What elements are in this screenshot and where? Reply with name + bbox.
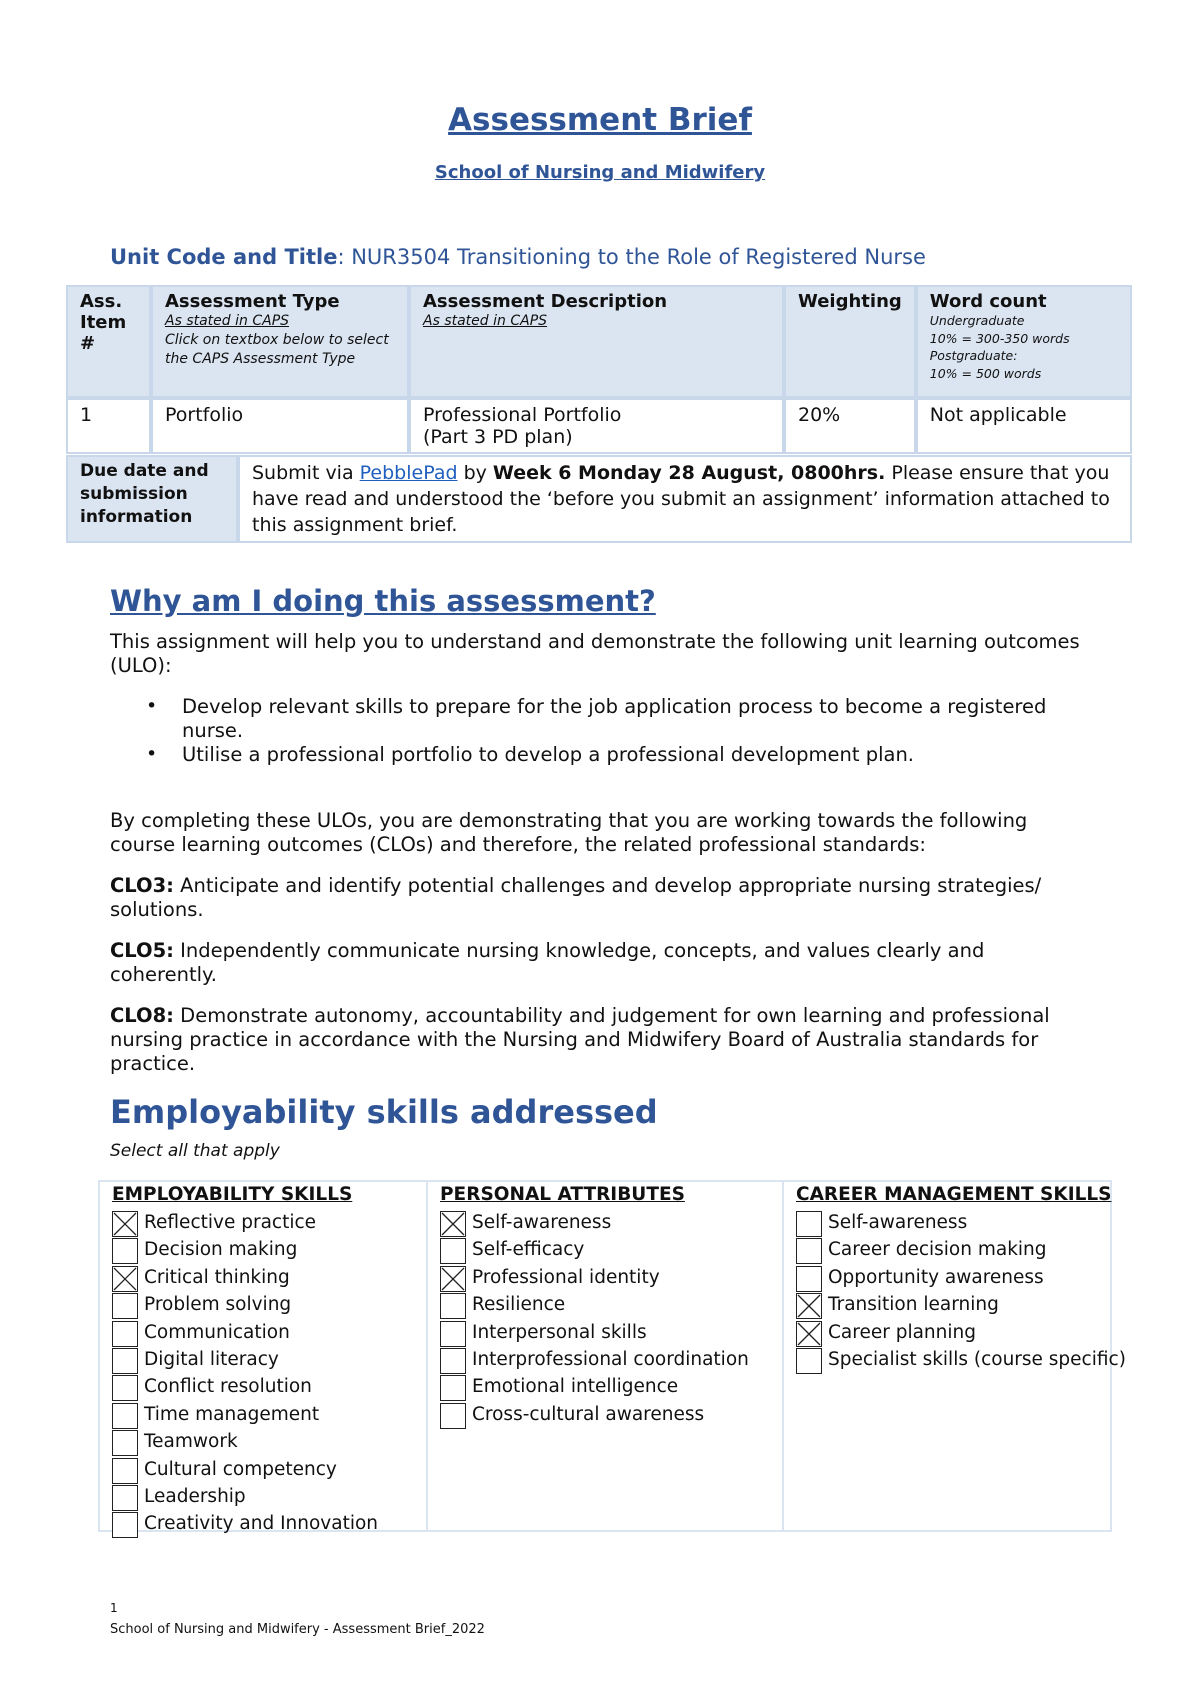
unit-value: : NUR3504 Transitioning to the Role of Registered Nurse [337, 245, 926, 269]
skill-label: Self-awareness [472, 1212, 612, 1233]
cell-word-count: Not applicable [916, 398, 1132, 454]
checkbox[interactable] [440, 1348, 466, 1374]
skill-label: Resilience [472, 1294, 566, 1316]
checkbox[interactable] [796, 1211, 822, 1237]
checked-checkbox[interactable] [796, 1321, 822, 1347]
checkbox[interactable] [112, 1430, 138, 1456]
school-subtitle: School of Nursing and Midwifery [434, 162, 766, 183]
page-number: 1 [110, 1601, 118, 1615]
column-title: PERSONAL ATTRIBUTES [440, 1184, 685, 1205]
assessment-table [66, 285, 1132, 454]
skill-label: Interprofessional coordination [472, 1349, 749, 1370]
skills-column [100, 1182, 426, 1535]
checkbox[interactable] [440, 1375, 466, 1401]
skill-label: Problem solving [144, 1294, 292, 1316]
skill-label: Transition learning [828, 1294, 999, 1316]
skill-label: Interpersonal skills [472, 1321, 647, 1343]
table-row [66, 398, 1132, 454]
skill-label: Critical thinking [144, 1266, 290, 1288]
skill-label: Opportunity awareness [828, 1266, 1044, 1288]
checkbox[interactable] [440, 1321, 466, 1347]
checked-checkbox[interactable] [112, 1211, 138, 1237]
checkbox[interactable] [112, 1458, 138, 1484]
unit-label: Unit Code and Title [110, 245, 338, 269]
bullet-icon: • [146, 695, 158, 717]
header-type: Assessment Type As stated in CAPS Click on textbox below to select the CAPS Assessment Type [151, 285, 409, 398]
skill-label: Self-awareness [828, 1212, 968, 1233]
cell-type[interactable]: Portfolio [151, 398, 409, 454]
checkbox[interactable] [112, 1403, 138, 1429]
skills-table [98, 1180, 1126, 1535]
checkbox[interactable] [112, 1238, 138, 1264]
skill-label: Career planning [828, 1321, 976, 1343]
checkbox[interactable] [112, 1512, 138, 1538]
skill-label: Communication [144, 1321, 290, 1343]
skill-label: Conflict resolution [144, 1376, 312, 1398]
header-description: Assessment Description As stated in CAPS [409, 285, 784, 398]
checkbox[interactable] [440, 1238, 466, 1264]
clo-item: CLO3: Anticipate and identify potential challenges and develop appropriate nursing strategies/ solutions. [110, 874, 1042, 921]
skill-label: Cross-cultural awareness [472, 1403, 705, 1425]
unit-code-title [110, 245, 926, 269]
due-date-info: Submit via PebblePad by Week 6 Monday 28 August, 0800hrs. Please ensure that you have read and understood the ‘before you submit an assignment’ information attached to this assignment brief. [238, 455, 1132, 543]
skill-label: Digital literacy [144, 1349, 279, 1370]
skill-label: Professional identity [472, 1266, 660, 1288]
ulo-bullet: Utilise a professional portfolio to develop a professional development plan. [182, 743, 915, 766]
select-note: Select all that apply [110, 1141, 280, 1161]
header-item: Ass. Item # [66, 285, 151, 398]
checkbox[interactable] [112, 1485, 138, 1511]
cell-weighting: 20% [784, 398, 916, 454]
page-title: Assessment Brief [448, 102, 752, 138]
due-date-label: Due date and submission information [66, 455, 238, 543]
skills-column [782, 1182, 1126, 1530]
skill-label: Reflective practice [144, 1212, 317, 1233]
footer-text: School of Nursing and Midwifery - Assessment Brief_2022 [110, 1622, 485, 1637]
checkbox[interactable] [440, 1293, 466, 1319]
header-weighting: Weighting [784, 285, 916, 398]
checked-checkbox[interactable] [440, 1266, 466, 1292]
checked-checkbox[interactable] [440, 1211, 466, 1237]
cell-description: Professional Portfolio (Part 3 PD plan) [409, 398, 784, 454]
checkbox[interactable] [112, 1348, 138, 1374]
checkbox[interactable] [796, 1348, 822, 1374]
skill-label: Teamwork [144, 1431, 238, 1453]
skill-label: Career decision making [828, 1239, 1047, 1261]
checkbox[interactable] [112, 1375, 138, 1401]
checked-checkbox[interactable] [796, 1293, 822, 1319]
ulo-bullet: Develop relevant skills to prepare for the job application process to become a registered nurse. [182, 695, 1047, 742]
skill-label: Cultural competency [144, 1458, 337, 1480]
employability-heading: Employability skills addressed [110, 1093, 658, 1131]
checkbox[interactable] [440, 1403, 466, 1429]
checkbox[interactable] [796, 1238, 822, 1264]
skill-label: Self-efficacy [472, 1239, 585, 1261]
skill-label: Time management [144, 1403, 320, 1425]
column-title: CAREER MANAGEMENT SKILLS [796, 1184, 1112, 1205]
column-title: EMPLOYABILITY SKILLS [112, 1184, 353, 1205]
skill-label: Emotional intelligence [472, 1376, 679, 1398]
assessment-table-header [66, 285, 1132, 398]
skill-label: Leadership [144, 1486, 246, 1507]
skill-label: Creativity and Innovation [144, 1513, 379, 1535]
checked-checkbox[interactable] [112, 1266, 138, 1292]
header-word-count: Word count Undergraduate 10% = 300-350 words Postgraduate: 10% = 500 words [916, 285, 1132, 398]
skills-column [426, 1182, 782, 1530]
due-date-bold: Week 6 Monday 28 August, 0800hrs. [492, 462, 886, 484]
due-date-table [66, 455, 1132, 543]
pebblepad-link[interactable]: PebblePad [359, 462, 458, 484]
bullet-icon: • [146, 743, 158, 765]
ulo-intro: This assignment will help you to understand and demonstrate the following unit learning outcomes (ULO): [110, 630, 1080, 677]
why-heading: Why am I doing this assessment? [110, 584, 656, 618]
clo-item: CLO5: Independently communicate nursing knowledge, concepts, and values clearly and coherently. [110, 939, 985, 986]
cell-item: 1 [66, 398, 151, 454]
skill-label: Specialist skills (course specific) [828, 1349, 1126, 1370]
checkbox[interactable] [112, 1293, 138, 1319]
skill-label: Decision making [144, 1239, 298, 1261]
clo-item: CLO8: Demonstrate autonomy, accountability and judgement for own learning and professional nursing practice in accordance with the Nursing and Midwifery Board of Australia standards for practice. [110, 1004, 1050, 1075]
checkbox[interactable] [112, 1321, 138, 1347]
checkbox[interactable] [796, 1266, 822, 1292]
clo-intro: By completing these ULOs, you are demonstrating that you are working towards the following course learning outcomes (CLOs) and therefore, the related professional standards: [110, 809, 1028, 856]
